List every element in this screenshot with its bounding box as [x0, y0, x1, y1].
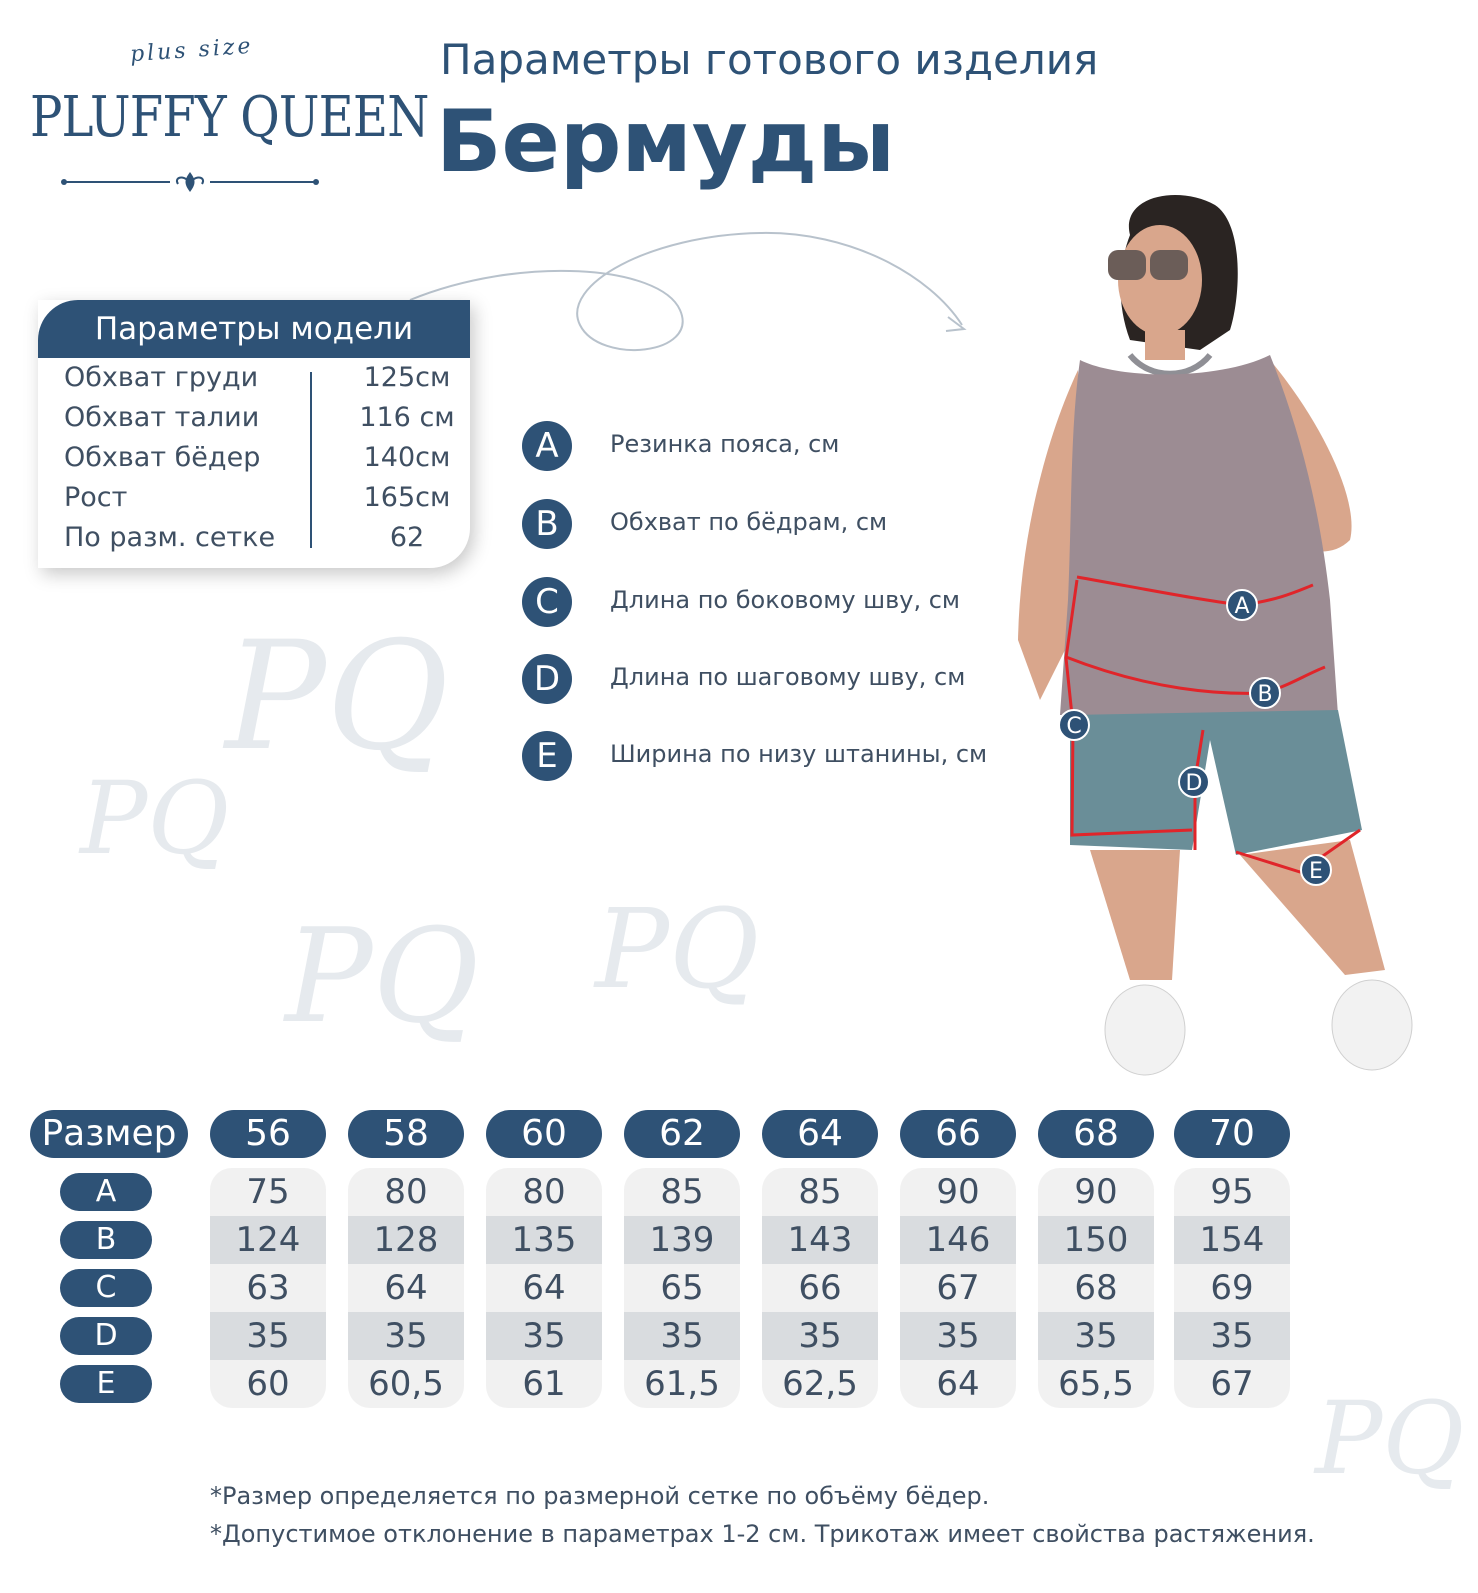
watermark-logo: PQ: [1315, 1380, 1465, 1497]
param-value: 140см: [363, 442, 451, 473]
table-cell: 69: [1210, 1268, 1254, 1308]
model-params-card: [38, 300, 470, 568]
table-cell: 68: [1074, 1268, 1118, 1308]
param-label: Рост: [64, 482, 128, 513]
table-cell: 66: [798, 1268, 842, 1308]
model-param-row: [64, 402, 454, 442]
size-column: [486, 1168, 602, 1408]
table-cell: 64: [936, 1364, 980, 1404]
legend-badge-b: B: [522, 499, 572, 549]
legend-badge-e: E: [522, 731, 572, 781]
table-cell: 85: [798, 1172, 842, 1212]
size-column: [348, 1168, 464, 1408]
legend-text-c: Длина по боковому шву, см: [610, 586, 961, 614]
marker-d: [1179, 767, 1209, 797]
table-cell: 65: [660, 1268, 704, 1308]
legend-text-a: Резинка пояса, см: [610, 430, 840, 458]
legend-badge-a: A: [522, 421, 572, 471]
table-cell: 95: [1210, 1172, 1254, 1212]
svg-text:D: D: [1185, 771, 1203, 796]
table-cell: 150: [1038, 1216, 1154, 1264]
param-label: Обхват груди: [64, 362, 259, 393]
model-photo: [1000, 180, 1478, 1090]
table-cell: 60,5: [368, 1364, 444, 1404]
legend-text-b: Обхват по бёдрам, см: [610, 508, 888, 536]
watermark-logo: PQ: [225, 610, 449, 784]
param-label: Обхват талии: [64, 402, 260, 433]
table-cell: 65,5: [1058, 1364, 1134, 1404]
table-cell: 75: [246, 1172, 290, 1212]
table-cell: 135: [486, 1216, 602, 1264]
table-cell: 146: [900, 1216, 1016, 1264]
table-cell: 62,5: [782, 1364, 858, 1404]
table-cell: 90: [1074, 1172, 1118, 1212]
table-cell: 60: [246, 1364, 290, 1404]
size-column: [1174, 1168, 1290, 1408]
model-param-row: [64, 362, 454, 402]
size-header: 56: [210, 1110, 326, 1158]
table-cell: 35: [486, 1312, 602, 1360]
row-label-c: C: [60, 1269, 152, 1307]
table-cell: 67: [936, 1268, 980, 1308]
table-cell: 143: [762, 1216, 878, 1264]
model-param-row: [64, 522, 454, 562]
size-column: [900, 1168, 1016, 1408]
table-cell: 85: [660, 1172, 704, 1212]
svg-text:B: B: [1257, 682, 1273, 707]
table-cell: 35: [1038, 1312, 1154, 1360]
marker-b: [1250, 678, 1280, 708]
row-label-b: B: [60, 1221, 152, 1259]
table-cell: 63: [246, 1268, 290, 1308]
model-param-row: [64, 482, 454, 522]
size-header: 70: [1174, 1110, 1290, 1158]
table-cell: 139: [624, 1216, 740, 1264]
param-value: 165см: [363, 482, 451, 513]
size-header-label: Размер: [30, 1110, 188, 1158]
svg-text:E: E: [1309, 859, 1323, 884]
param-value: 116 см: [359, 402, 455, 433]
row-label-d: D: [60, 1317, 152, 1355]
param-value: 125см: [363, 362, 451, 393]
watermark-logo: PQ: [595, 885, 760, 1013]
legend-badge-c: C: [522, 577, 572, 627]
table-cell: 35: [762, 1312, 878, 1360]
fleur-ornament-icon: [60, 170, 320, 194]
table-cell: 61,5: [644, 1364, 720, 1404]
size-header: 64: [762, 1110, 878, 1158]
size-column: [762, 1168, 878, 1408]
param-label: По разм. сетке: [64, 522, 276, 553]
legend-text-d: Длина по шаговому шву, см: [610, 663, 966, 691]
page-title: Бермуды: [436, 92, 896, 192]
logo-brand: PLUFFY QUEEN: [30, 85, 429, 150]
watermark-logo: PQ: [285, 900, 480, 1052]
decorative-arrow-icon: [400, 225, 980, 375]
size-header: 58: [348, 1110, 464, 1158]
table-cell: 35: [1174, 1312, 1290, 1360]
param-value: 62: [389, 522, 425, 553]
page-subtitle: Параметры готового изделия: [440, 35, 1099, 84]
size-column: [1038, 1168, 1154, 1408]
marker-a: [1227, 590, 1257, 620]
marker-e: [1301, 855, 1331, 885]
size-header: 68: [1038, 1110, 1154, 1158]
size-column: [210, 1168, 326, 1408]
size-column: [624, 1168, 740, 1408]
table-cell: 154: [1174, 1216, 1290, 1264]
footnote: *Допустимое отклонение в параметрах 1-2 см. Трикотаж имеет свойства растяжения.: [210, 1520, 1315, 1548]
watermark-logo: PQ: [80, 760, 230, 877]
param-label: Обхват бёдер: [64, 442, 261, 473]
model-params-title: Параметры модели: [38, 300, 470, 358]
size-header: 66: [900, 1110, 1016, 1158]
footnote: *Размер определяется по размерной сетке по объёму бёдер.: [210, 1482, 990, 1510]
table-cell: 80: [384, 1172, 428, 1212]
table-cell: 128: [348, 1216, 464, 1264]
brand-logo: [30, 30, 429, 190]
table-cell: 80: [522, 1172, 566, 1212]
size-header: 60: [486, 1110, 602, 1158]
table-cell: 35: [348, 1312, 464, 1360]
table-cell: 64: [384, 1268, 428, 1308]
size-header: 62: [624, 1110, 740, 1158]
table-cell: 124: [210, 1216, 326, 1264]
table-cell: 35: [210, 1312, 326, 1360]
legend-text-e: Ширина по низу штанины, см: [610, 740, 988, 768]
logo-tagline: plus size: [129, 33, 255, 68]
row-label-a: A: [60, 1173, 152, 1211]
table-cell: 90: [936, 1172, 980, 1212]
table-cell: 61: [522, 1364, 566, 1404]
svg-text:A: A: [1234, 594, 1250, 619]
table-cell: 35: [900, 1312, 1016, 1360]
row-label-e: E: [60, 1365, 152, 1403]
svg-text:C: C: [1066, 714, 1082, 739]
table-cell: 67: [1210, 1364, 1254, 1404]
model-param-row: [64, 442, 454, 482]
legend-badge-d: D: [522, 654, 572, 704]
marker-c: [1059, 710, 1089, 740]
table-cell: 35: [624, 1312, 740, 1360]
table-cell: 64: [522, 1268, 566, 1308]
